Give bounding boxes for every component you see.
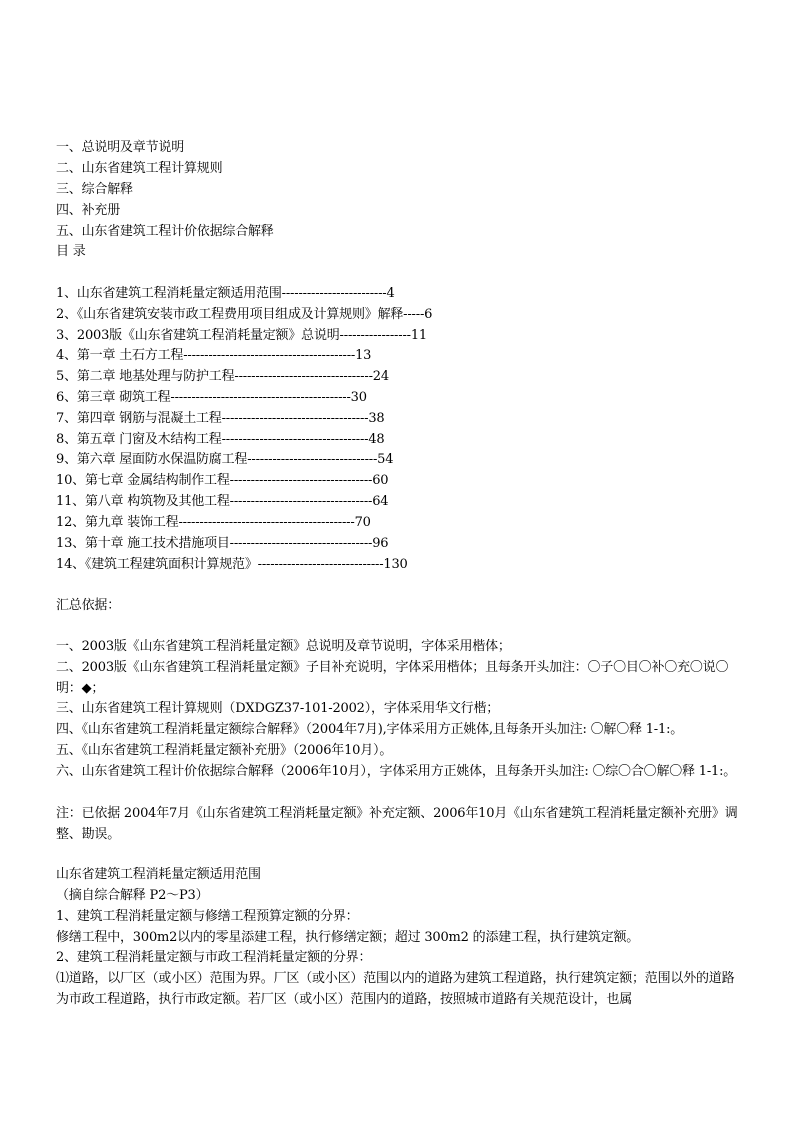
toc-entry: 12、第九章 装饰工程------------------------------------------70 <box>56 515 371 530</box>
summary-item: 五、《山东省建筑工程消耗量定额补充册》（2006年10月）。 <box>56 743 393 758</box>
section-source: （摘自综合解释 P2～P3） <box>56 888 209 903</box>
contents-line-3: 三、综合解释 <box>56 182 133 197</box>
paragraph: 修缮工程中，300m2以内的零星添建工程，执行修缮定额；超过 300m2 的添建工程，执行建筑定额。 <box>56 930 640 945</box>
toc-entry: 6、第三章 砌筑工程-------------------------------------------30 <box>56 390 367 405</box>
contents-line-4: 四、补充册 <box>56 203 121 218</box>
contents-line-1: 一、总说明及章节说明 <box>56 140 185 155</box>
toc-entry: 10、第七章 金属结构制作工程----------------------------------60 <box>56 473 389 488</box>
toc-entry: 13、第十章 施工技术措施项目----------------------------------96 <box>56 536 389 551</box>
toc-entry: 3、2003版《山东省建筑工程消耗量定额》总说明-----------------11 <box>56 328 427 343</box>
summary-item: 一、2003版《山东省建筑工程消耗量定额》总说明及章节说明，字体采用楷体； <box>56 639 511 654</box>
summary-item: 三、山东省建筑工程计算规则（DXDGZ37-101-2002），字体采用华文行楷； <box>56 701 500 716</box>
section-title: 山东省建筑工程消耗量定额适用范围 <box>56 867 261 882</box>
summary-title: 汇总依据： <box>56 598 121 613</box>
paragraph: ⑴道路，以厂区（或小区）范围为界。厂区（或小区）范围以内的道路为建筑工程道路，执行建筑定额；范围以外的道路为市政工程道路，执行市政定额。若厂区（或小区）范围内的道路，按照城市道路有关规范设计，也属 <box>56 971 735 1007</box>
paragraph: 1、建筑工程消耗量定额与修缮工程预算定额的分界： <box>56 909 359 924</box>
toc-entry: 1、山东省建筑工程消耗量定额适用范围-------------------------4 <box>56 286 395 301</box>
toc-entry: 5、第二章 地基处理与防护工程---------------------------------24 <box>56 369 389 384</box>
contents-line-2: 二、山东省建筑工程计算规则 <box>56 161 223 176</box>
toc-entry: 7、第四章 钢筋与混凝土工程-----------------------------------38 <box>56 411 385 426</box>
toc-entry: 4、第一章 土石方工程-----------------------------------------13 <box>56 348 372 363</box>
note: 注：已依据 2004年7月《山东省建筑工程消耗量定额》补充定额、2006年10月《山东省建筑工程消耗量定额补充册》调整、勘误。 <box>56 806 738 842</box>
summary-item: 六、山东省建筑工程计价依据综合解释（2006年10月），字体采用方正姚体，且每条开头加注: 〇综〇合〇解〇释 1-1:。 <box>56 764 737 779</box>
toc-entry: 9、第六章 屋面防水保温防腐工程-------------------------------54 <box>56 452 394 467</box>
toc-title: 目 录 <box>56 244 86 259</box>
summary-item: 四、《山东省建筑工程消耗量定额综合解释》（2004年7月),字体采用方正姚体,且每条开头加注: 〇解〇释 1-1:。 <box>56 722 684 737</box>
paragraph: 2、建筑工程消耗量定额与市政工程消耗量定额的分界： <box>56 950 372 965</box>
toc-entry: 8、第五章 门窗及木结构工程-----------------------------------48 <box>56 432 385 447</box>
summary-item: 二、2003版《山东省建筑工程消耗量定额》子目补充说明，字体采用楷体；且每条开头加注：〇子〇目〇补〇充〇说〇明：◆； <box>56 660 729 696</box>
toc-entry: 2、《山东省建筑安装市政工程费用项目组成及计算规则》解释-----6 <box>56 307 433 322</box>
toc-entry: 14、《建筑工程建筑面积计算规范》------------------------------130 <box>56 557 408 572</box>
contents-line-5: 五、山东省建筑工程计价依据综合解释 <box>56 224 274 239</box>
toc-entry: 11、第八章 构筑物及其他工程----------------------------------64 <box>56 494 389 509</box>
